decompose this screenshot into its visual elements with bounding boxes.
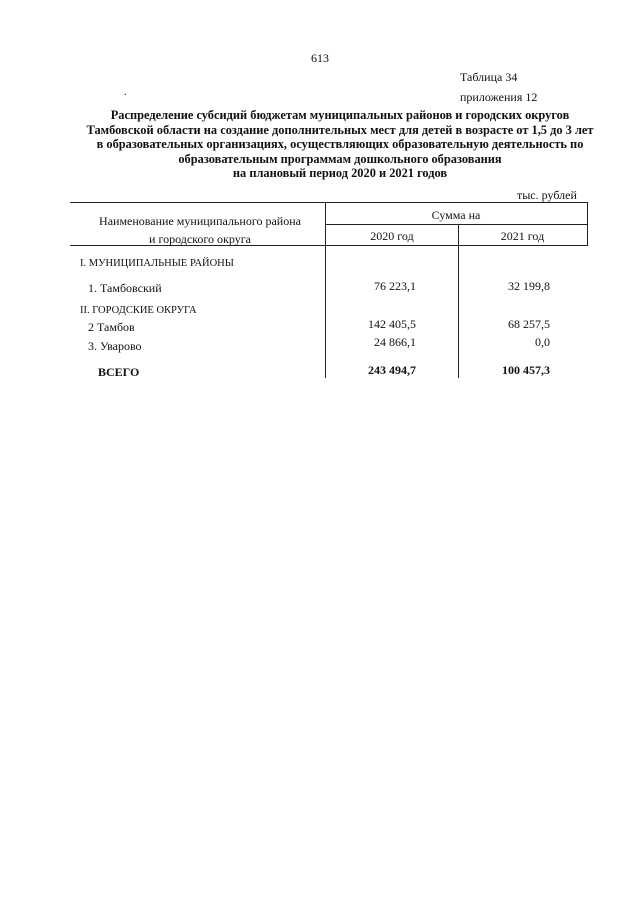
row-value-2021: 68 257,5 (508, 317, 550, 331)
row-value-2020: 24 866,1 (374, 335, 416, 349)
appendix-label: приложения 12 (460, 90, 538, 104)
table-right-border (587, 202, 588, 245)
total-label: ВСЕГО (98, 365, 140, 379)
row-value-2021: 0,0 (535, 335, 550, 349)
header-name-line: Наименование муниципального района (99, 214, 301, 228)
table-label: Таблица 34 (460, 70, 518, 84)
header-sum: Сумма на (431, 208, 481, 222)
section-row-municipal: I. МУНИЦИПАЛЬНЫЕ РАЙОНЫ (80, 258, 234, 269)
row-value-2021: 32 199,8 (508, 279, 550, 293)
total-value-2021: 100 457,3 (502, 363, 550, 377)
sum-header-divider (326, 224, 588, 225)
row-value-2020: 142 405,5 (368, 317, 416, 331)
title-line: Тамбовской области на создание дополнительных мест для детей в возрасте от 1,5 до 3 лет (86, 122, 594, 137)
page-number: 613 (311, 51, 329, 65)
units-label: тыс. рублей (517, 188, 577, 202)
row-value-2020: 76 223,1 (374, 279, 416, 293)
header-name-column (75, 212, 325, 248)
section-row-urban: II. ГОРОДСКИЕ ОКРУГА (80, 305, 197, 316)
title-line: на плановый период 2020 и 2021 годов (232, 166, 448, 181)
title-line: Распределение субсидий бюджетам муниципальных районов и городских округов (110, 108, 570, 122)
header-2021: 2021 год (500, 229, 545, 243)
year-column-divider (458, 224, 459, 378)
total-value-2020: 243 494,7 (368, 363, 416, 377)
subsidy-table (0, 0, 640, 400)
header-2020: 2020 год (370, 229, 414, 243)
table-top-border (70, 202, 588, 203)
stray-mark: . (124, 87, 127, 98)
title-line: образовательным программам дошкольного образования (178, 151, 502, 166)
header-name-line: и городского округа (149, 232, 251, 246)
row-name: 3. Уварово (88, 339, 142, 353)
row-name: 2 Тамбов (88, 320, 135, 334)
title-line: в образовательных организациях, осуществляющих образовательную деятельность по (96, 137, 584, 152)
row-name: 1. Тамбовский (88, 281, 162, 295)
